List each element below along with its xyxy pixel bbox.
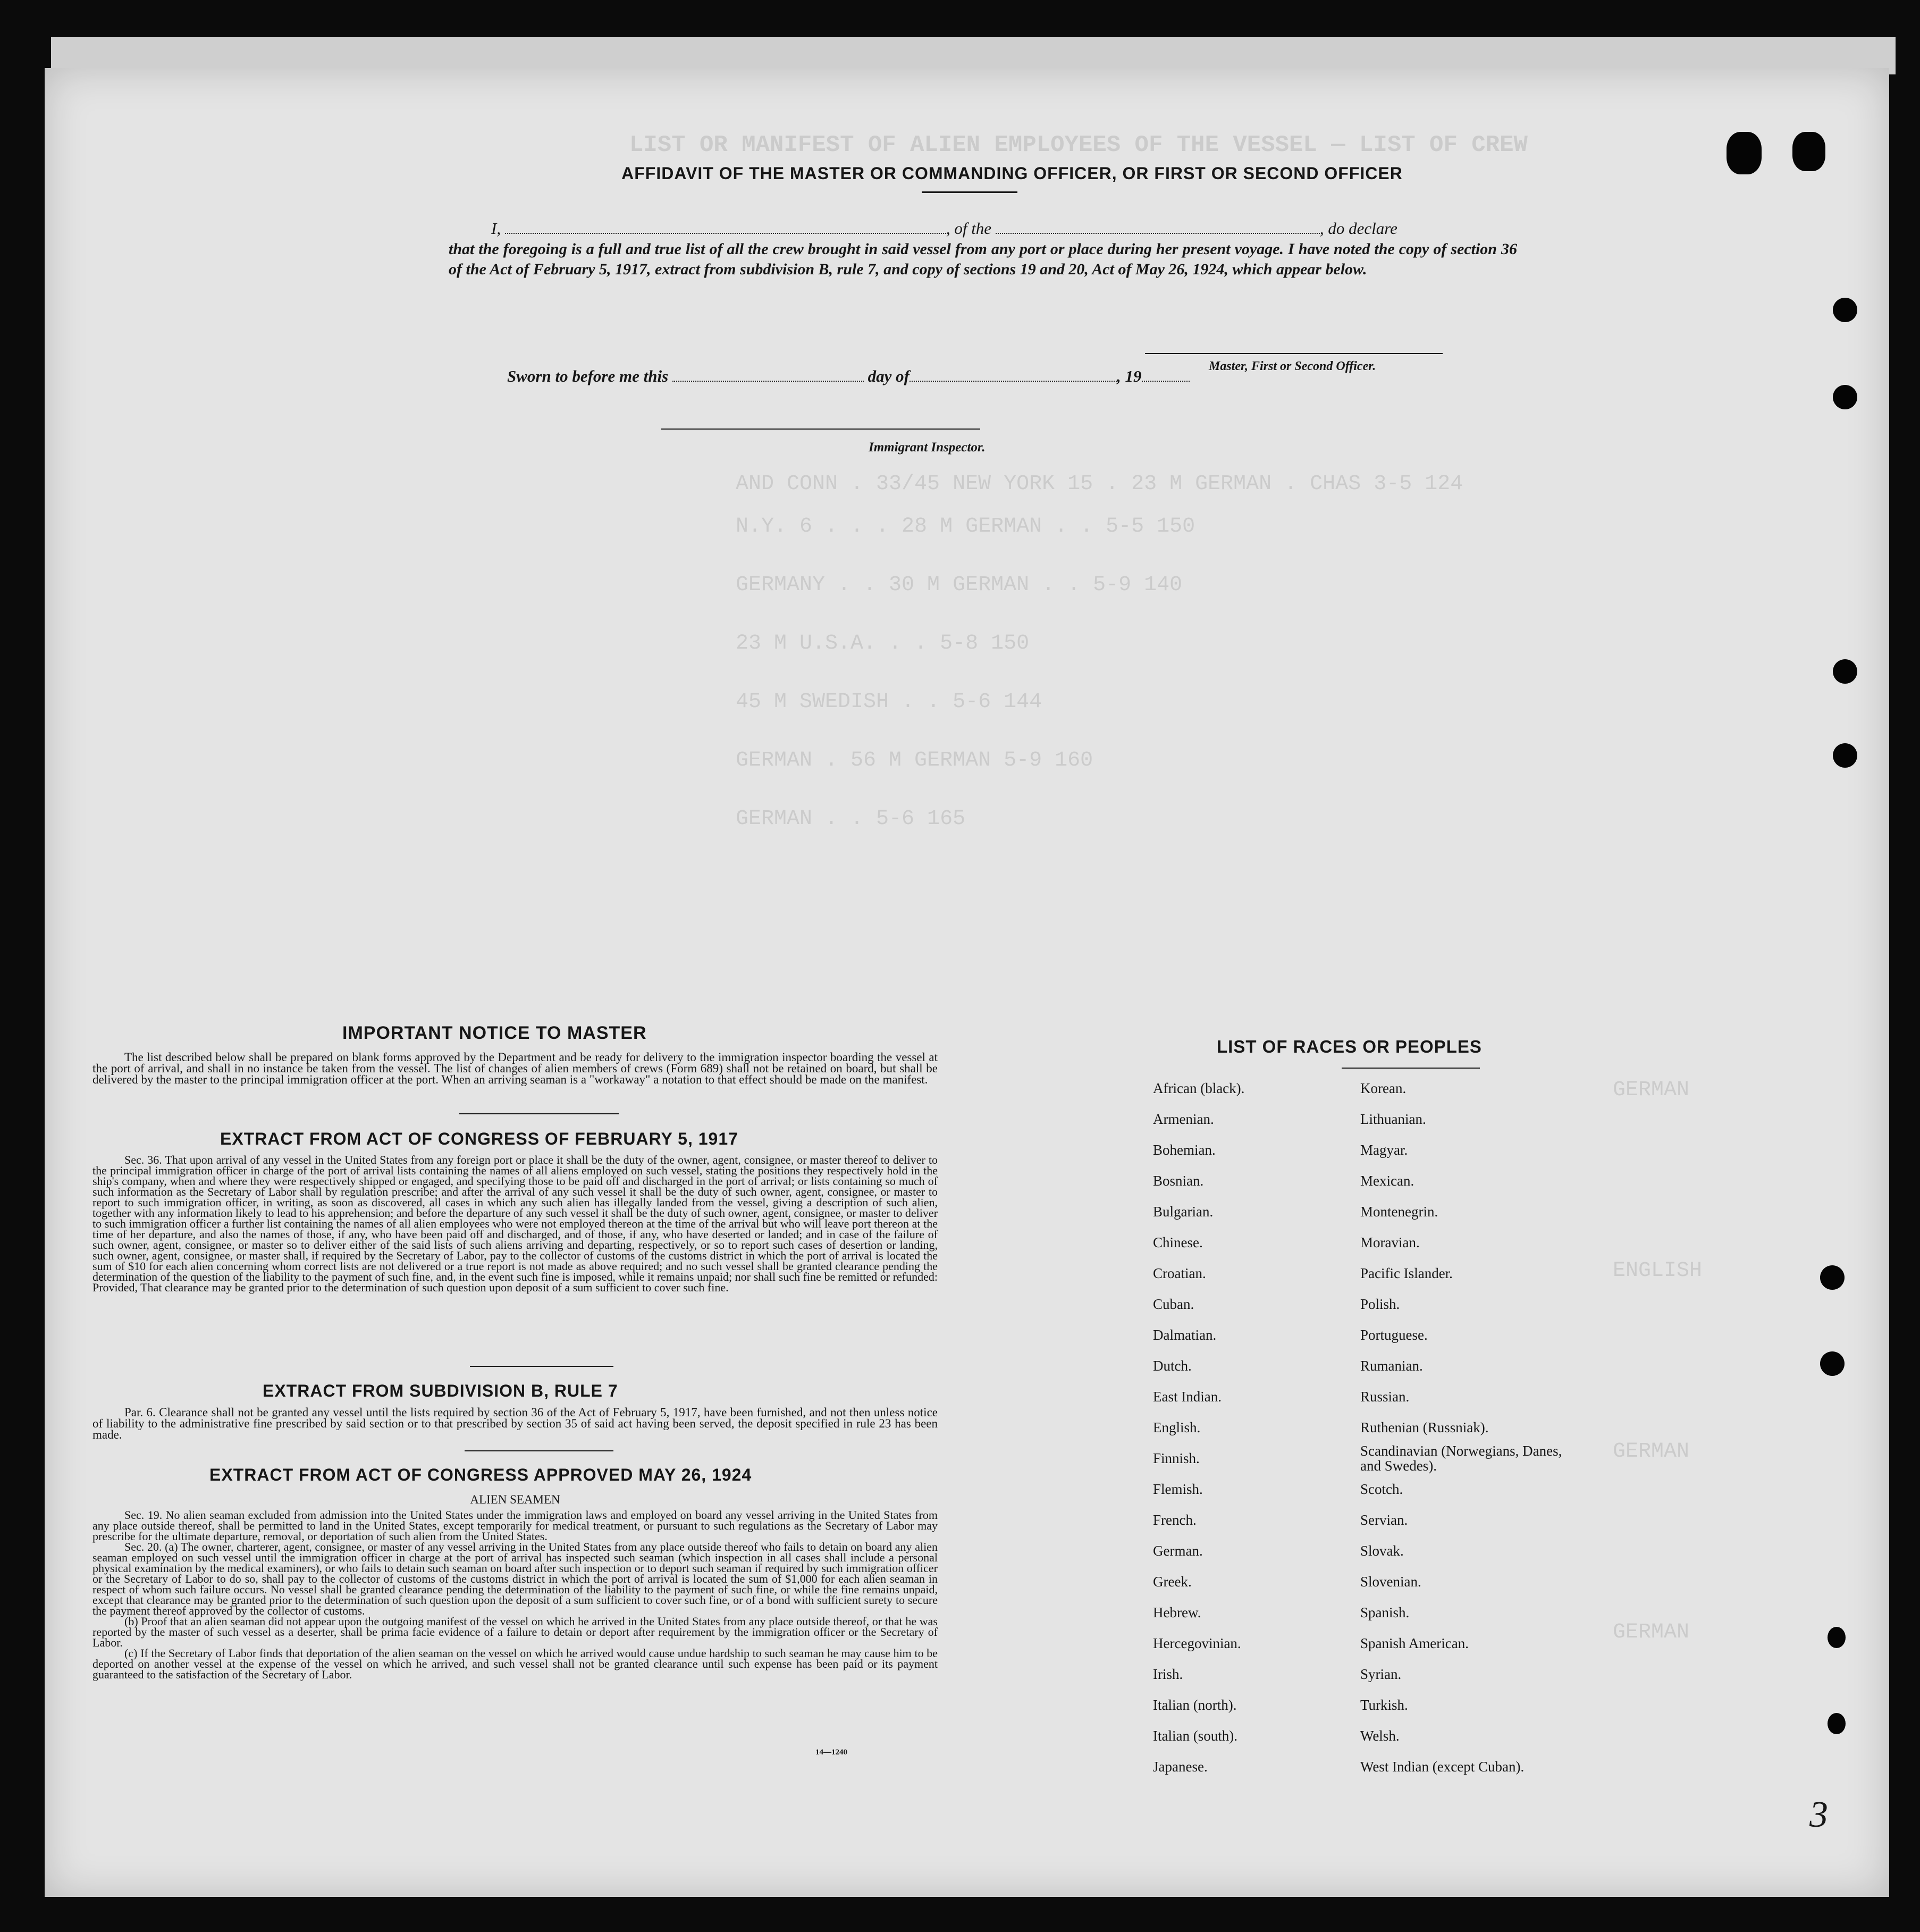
bleed-through-text: GERMAN xyxy=(1613,1440,1690,1464)
race-item: Hebrew. xyxy=(1153,1605,1201,1620)
bleed-through-text: 45 M SWEDISH . . 5-6 144 xyxy=(736,690,1042,714)
race-item: Scandinavian (Norwegians, Danes, and Swedes). xyxy=(1360,1443,1562,1474)
race-item: Greek. xyxy=(1153,1574,1192,1590)
notice-text: The list described below shall be prepared on blank forms approved by the Department and be ready for delivery to the immigration inspector boarding the vessel at the port of arrival, and shall in no instance be taken from the vessel. The list of changes of alien members of crews (Form 689) shall not be retained on board, but shall be delivered by the master to the principal immigration officer at the port. When an arriving seaman is a "workaway" a notation to that effect should be made on the manifest. xyxy=(92,1051,938,1086)
race-item: Italian (north). xyxy=(1153,1697,1237,1713)
race-item: Bulgarian. xyxy=(1153,1204,1214,1220)
race-item: Mexican. xyxy=(1360,1173,1414,1189)
race-item: Flemish. xyxy=(1153,1481,1203,1497)
sworn-label: Sworn to before me this xyxy=(507,367,669,385)
bleed-through-text: GERMANY . . 30 M GERMAN . . 5-9 140 xyxy=(736,573,1183,597)
race-item: Moravian. xyxy=(1360,1234,1420,1250)
race-item: Magyar. xyxy=(1360,1142,1408,1158)
bleed-through-text: GERMAN xyxy=(1613,1620,1690,1644)
race-item: Dutch. xyxy=(1153,1358,1192,1374)
torn-mark xyxy=(1792,132,1825,171)
race-item: Finnish. xyxy=(1153,1450,1200,1466)
race-item: Polish. xyxy=(1360,1296,1400,1312)
bleed-through-text: GERMAN . 56 M GERMAN 5-9 160 xyxy=(736,749,1093,772)
bleed-through-text: ENGLISH xyxy=(1613,1259,1703,1283)
bleed-through-text: N.Y. 6 . . . 28 M GERMAN . . 5-5 150 xyxy=(736,515,1195,539)
race-item: Korean. xyxy=(1360,1080,1407,1096)
sworn-month-blank[interactable] xyxy=(910,367,1117,382)
affidavit-title: AFFIDAVIT OF THE MASTER OR COMMANDING OFFICER, OR FIRST OR SECOND OFFICER xyxy=(621,164,1403,183)
races-title: LIST OF RACES OR PEOPLES xyxy=(1217,1037,1482,1056)
race-item: German. xyxy=(1153,1543,1203,1559)
race-item: Montenegrin. xyxy=(1360,1204,1438,1220)
race-item: African (black). xyxy=(1153,1080,1245,1096)
bleed-through-text: GERMAN . . 5-6 165 xyxy=(736,807,966,831)
race-item: Russian. xyxy=(1360,1389,1410,1405)
rule7-title: EXTRACT FROM SUBDIVISION B, RULE 7 xyxy=(263,1381,618,1400)
race-item: Ruthenian (Russniak). xyxy=(1360,1419,1489,1435)
race-item: Dalmatian. xyxy=(1153,1327,1217,1343)
punch-hole xyxy=(1828,1627,1846,1648)
races-right-column xyxy=(1360,1073,1584,1782)
race-item: Italian (south). xyxy=(1153,1728,1237,1744)
race-item: French. xyxy=(1153,1512,1197,1528)
race-item: Chinese. xyxy=(1153,1234,1203,1250)
affidavit-text: that the foregoing is a full and true list of all the crew brought in said vessel from any port or place during her present voyage. I have noted the copy of section 36 of the Act of February 5, 1917, extract from subdivision B, rule 7, and copy of sections 19 and 20, Act of May 26, 1924, which appear below. xyxy=(449,240,1517,278)
day-of-label: day of xyxy=(868,367,910,385)
affidavit-declaration xyxy=(449,218,1517,280)
notice-title: IMPORTANT NOTICE TO MASTER xyxy=(342,1023,647,1043)
race-item: Spanish American. xyxy=(1360,1635,1469,1651)
punch-hole xyxy=(1820,1265,1845,1290)
sec19-text: Sec. 19. No alien seaman excluded from admission into the United States under the immigration laws and employed on board any vessel arriving in the United States from any place outside thereof, shall be permitted to land in the United States, except temporarily for medical treatment, or pursuant to such regulations as the Secretary of Labor may prescribe for the ultimate departure, removal, or deportation of such alien from the United States. xyxy=(92,1508,938,1543)
races-title-underline xyxy=(1342,1068,1480,1069)
form-number: 14—1240 xyxy=(815,1748,847,1757)
punch-hole xyxy=(1833,385,1857,409)
inspector-signature-line[interactable] xyxy=(661,429,980,430)
i-label: I, xyxy=(491,219,501,238)
sworn-day-blank[interactable] xyxy=(672,367,864,382)
race-item: Portuguese. xyxy=(1360,1327,1428,1343)
handwritten-page-number: 3 xyxy=(1809,1794,1828,1835)
race-item: Hercegovinian. xyxy=(1153,1635,1241,1651)
bleed-through-text: AND CONN . 33/45 NEW YORK 15 . 23 M GERMAN . CHAS 3-5 124 xyxy=(736,472,1463,496)
bleed-through-text: LIST OR MANIFEST OF ALIEN EMPLOYEES OF THE VESSEL — LIST OF CREW xyxy=(629,132,1528,158)
sec20b-text: (b) Proof that an alien seaman did not appear upon the outgoing manifest of the vessel on which he arrived in the United States from any place outside thereof, or that he was reported by the master of such vessel as a deserter, shall be prima facie evidence of a failure to detain or deport after requirement by the immigration officer or the Secretary of Labor. xyxy=(92,1615,938,1649)
race-item: Lithuanian. xyxy=(1360,1111,1426,1127)
race-item: East Indian. xyxy=(1153,1389,1222,1405)
race-item: Slovenian. xyxy=(1360,1574,1421,1590)
race-item: Bosnian. xyxy=(1153,1173,1204,1189)
extract-1924-body xyxy=(92,1510,938,1680)
master-signature-line[interactable] xyxy=(1145,353,1443,354)
race-item: Bohemian. xyxy=(1153,1142,1216,1158)
races-left-column xyxy=(1153,1073,1244,1782)
race-item: Irish. xyxy=(1153,1666,1183,1682)
sec20c-text: (c) If the Secretary of Labor finds that deportation of the alien seaman on the vessel on which he arrived would cause undue hardship to such seaman he may cause him to be deported on another vessel at the expense of the vessel on which he arrived, and such vessel shall not be granted clearance until such expense has been paid or its payment guaranteed to the satisfaction of the Secretary of Labor. xyxy=(92,1647,938,1681)
sworn-line xyxy=(507,367,1190,386)
extract-1917-title: EXTRACT FROM ACT OF CONGRESS OF FEBRUARY 5, 1917 xyxy=(220,1129,738,1148)
year-label: , 19 xyxy=(1117,367,1142,385)
rule7-text: Par. 6. Clearance shall not be granted any vessel until the lists required by section 36 of the Act of February 5, 1917, have been furnished, and not then unless notice of liability to the administrative fine prescribed by said section or to that prescribed by section 35 of said act having been served, the deposit specified in rule 23 has been made. xyxy=(92,1406,938,1441)
race-item: Spanish. xyxy=(1360,1605,1410,1620)
bleed-through-text: GERMAN xyxy=(1613,1078,1690,1102)
punch-hole xyxy=(1833,298,1857,322)
race-item: Rumanian. xyxy=(1360,1358,1423,1374)
race-item: West Indian (except Cuban). xyxy=(1360,1759,1525,1775)
race-item: Welsh. xyxy=(1360,1728,1400,1744)
race-item: Armenian. xyxy=(1153,1111,1214,1127)
race-item: Slovak. xyxy=(1360,1543,1404,1559)
declare-label: , do declare xyxy=(1319,219,1397,238)
declarant-name-blank[interactable] xyxy=(505,219,946,234)
title-underline xyxy=(922,191,1017,193)
punch-hole xyxy=(1820,1351,1845,1376)
master-signature-caption: Master, First or Second Officer. xyxy=(1209,359,1376,373)
race-item: Japanese. xyxy=(1153,1759,1208,1775)
section-divider xyxy=(465,1450,613,1451)
vessel-name-blank[interactable] xyxy=(996,219,1320,234)
torn-mark xyxy=(1727,132,1762,174)
bleed-through-text: 23 M U.S.A. . . 5-8 150 xyxy=(736,632,1030,656)
race-item: Turkish. xyxy=(1360,1697,1408,1713)
section-divider xyxy=(470,1366,613,1367)
race-item: Syrian. xyxy=(1360,1666,1402,1682)
punch-hole xyxy=(1833,659,1857,684)
punch-hole xyxy=(1833,743,1857,768)
extract-1924-title: EXTRACT FROM ACT OF CONGRESS APPROVED MAY 26, 1924 xyxy=(209,1465,752,1484)
inspector-caption: Immigrant Inspector. xyxy=(869,440,986,455)
race-item: English. xyxy=(1153,1419,1201,1435)
sec20a-text: Sec. 20. (a) The owner, charterer, agent, consignee, or master of any vessel arriving in the United States from any place outside thereof who fails to detain on board any alien seaman employed on such vessel until the immigration officer in charge at the port of arrival has inspected such seaman (which inspection in all cases shall include a personal physical examination by the medical examiners), or who fails to detain such seaman on board after such inspection or to deport such seaman if required by such immigration officer or the Secretary of Labor to do so, shall pay to the collector of customs of the customs district in which the port of arrival is located the sum of $1,000 for each alien seaman in respect of whom such failure occurs. No vessel shall be granted clearance pending the determination of the liability to the payment of such fine, or while the fine remains unpaid, except that clearance may be granted prior to the determination of such question upon the deposit of a sum sufficient to cover such fine, or of a bond with sufficient surety to secure the payment thereof approved by the collector of customs. xyxy=(92,1540,938,1617)
race-item: Pacific Islander. xyxy=(1360,1265,1453,1281)
race-item: Croatian. xyxy=(1153,1265,1206,1281)
extract-1917-text: Sec. 36. That upon arrival of any vessel in the United States from any foreign port or place it shall be the duty of the owner, agent, consignee, or master thereof to deliver to the principal immigration officer in charge of the port of arrival lists containing the names of all aliens employed on such vessel, stating the positions they respectively hold in the ship's company, when and where they were respectively shipped or engaged, and specifying those to be paid off and discharged in the port of arrival; or lists containing so much of such information as the Secretary of Labor shall by regulation prescribe; and after the arrival of any such vessel it shall be the duty of such owner, agent, consignee, or master to report to such immigration officer, in writing, as soon as discovered, all cases in which any such alien has illegally landed from the vessel, giving a description of such alien, together with any information likely to lead to his apprehension; and before the departure of any such vessel it shall be the duty of such owner, agent, consignee, or master to deliver to such immigration officer a further list containing the names of all alien employees who were not employed thereon at the time of the arrival but who will leave port thereon at the time of her departure, and also the names of those, if any, who have been paid off and discharged, and of those, if any, who have deserted or landed; and in case of the failure of such owner, agent, consignee, or master so to deliver either of the said lists of such aliens arriving and departing, respectively, or so to report such cases of desertion or landing, such owner, agent, consignee, or master shall, if required by the Secretary of Labor, pay to the collector of customs of the customs district in which the port of arrival is located the sum of $10 for each alien concerning whom correct lists are not delivered or a true report is not made as above required; and no such vessel shall be granted clearance pending the determination of the question of the liability to the payment of such fine, and, in the event such fine is imposed, while it remains unpaid; nor shall such fine be remitted or refunded: Provided, That clearance may be granted prior to the determination of such question upon deposit of a sum sufficient to cover such fine. xyxy=(92,1153,938,1294)
of-the-label: , of the xyxy=(946,219,992,238)
race-item: Cuban. xyxy=(1153,1296,1194,1312)
alien-seamen-subtitle: ALIEN SEAMEN xyxy=(470,1493,560,1506)
race-item: Servian. xyxy=(1360,1512,1408,1528)
sworn-year-blank[interactable] xyxy=(1142,367,1190,382)
section-divider xyxy=(459,1113,619,1114)
punch-hole xyxy=(1828,1713,1846,1734)
race-item: Scotch. xyxy=(1360,1481,1403,1497)
manifest-back-page xyxy=(45,68,1889,1897)
